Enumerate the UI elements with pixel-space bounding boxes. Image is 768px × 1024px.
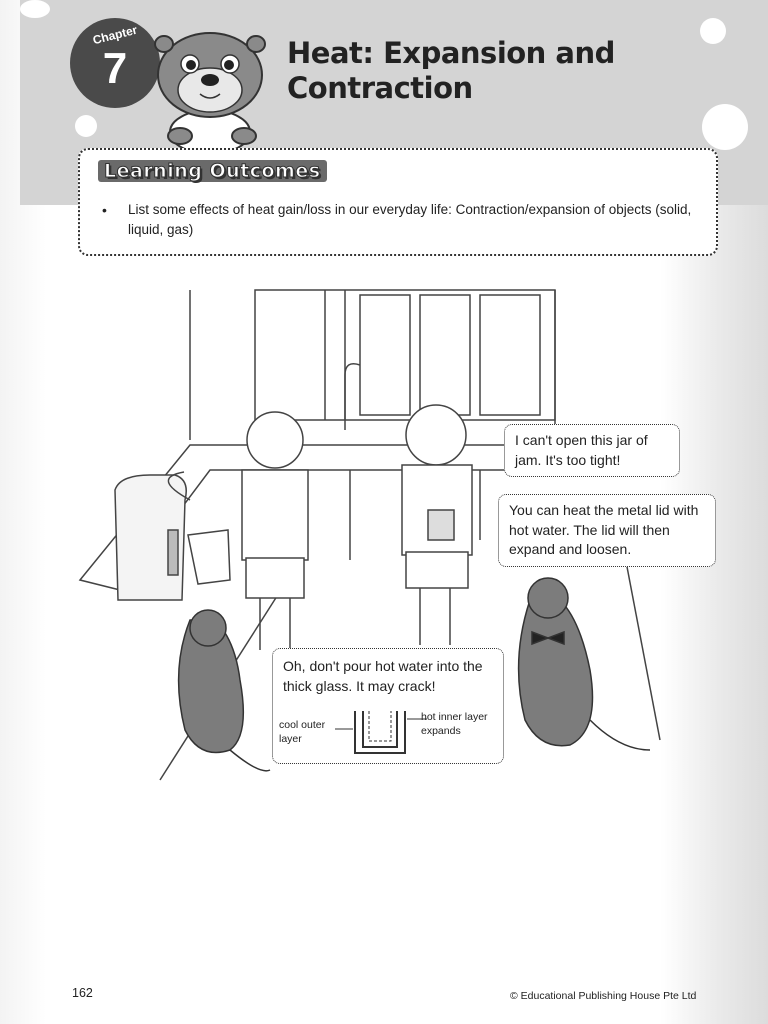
glass-diagram-label-right: hot inner layer expands	[421, 711, 488, 737]
decor-bubble	[75, 115, 97, 137]
chapter-title	[287, 36, 707, 106]
copyright-notice: © Educational Publishing House Pte Ltd	[510, 990, 697, 1002]
otter-mascot-icon	[148, 20, 288, 150]
decor-bubble	[702, 104, 748, 150]
page-number: 162	[72, 986, 93, 1000]
thick-glass-diagram-icon	[335, 707, 435, 757]
chapter-title-line-1: Heat: Expansion and	[287, 36, 615, 70]
chapter-label: Chapter	[91, 22, 139, 48]
speech-bubble-otter-right: You can heat the metal lid with hot water. The lid will then expand and loosen.	[498, 494, 716, 567]
chapter-number: 7	[102, 44, 128, 93]
learning-outcomes-box	[78, 148, 718, 256]
speech-bubble-girl: I can't open this jar of jam. It's too tight!	[504, 424, 680, 477]
learning-outcomes-list	[102, 200, 702, 239]
glass-diagram-label-left: cool outer layer	[279, 719, 326, 745]
learning-outcome-item: • List some effects of heat gain/loss in our everyday life: Contraction/expansion of objects (solid, liquid, gas)	[102, 200, 702, 239]
decor-bubble	[20, 0, 50, 18]
speech-text-otter-left: Oh, don't pour hot water into the thick glass. It may crack!	[283, 658, 483, 694]
chapter-badge	[70, 18, 160, 108]
chapter-title-line-2: Contraction	[287, 70, 473, 105]
speech-bubble-otter-left	[272, 648, 504, 764]
learning-outcomes-heading: Learning Outcomes	[98, 160, 327, 182]
